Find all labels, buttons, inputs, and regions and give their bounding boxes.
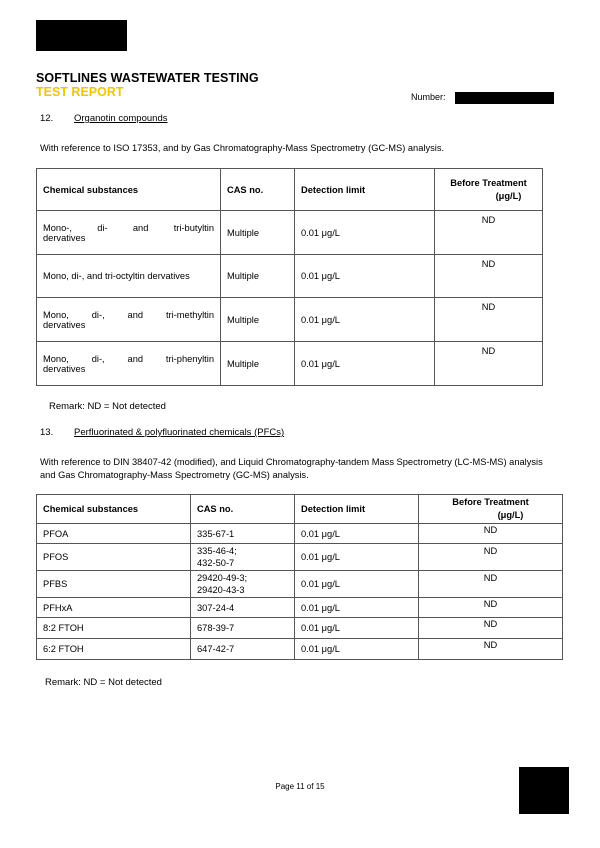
cell-substance: Mono, di-, and tri-octyltin dervatives: [37, 255, 221, 298]
table-row: [37, 571, 563, 598]
header-unit: (μg/L): [495, 190, 522, 201]
cell-substance: PFHxA: [37, 598, 191, 618]
section-12-reference: With reference to ISO 17353, and by Gas Chromatography-Mass Spectrometry (GC-MS) analysis.: [40, 143, 445, 153]
cell-limit: 0.01 μg/L: [295, 544, 419, 571]
section-13-remark: Remark: ND = Not detected: [45, 677, 162, 688]
cell-cas: 307-24-4: [191, 598, 295, 618]
redacted-report-number: [455, 92, 554, 104]
header-unit: (μg/L): [497, 510, 524, 520]
cell-substance: PFOS: [37, 544, 191, 571]
cell-cas: 335-46-4; 432-50-7: [191, 544, 295, 571]
cell-limit: 0.01 μg/L: [295, 571, 419, 598]
cell-substance: [37, 342, 221, 386]
table-row: [37, 211, 543, 255]
cell-result: ND: [419, 524, 563, 544]
cell-limit: 0.01 μg/L: [295, 598, 419, 618]
table-row: [37, 298, 543, 342]
header-detection-limit: Detection limit: [295, 169, 435, 211]
pfc-table: [36, 494, 563, 660]
table-row: [37, 639, 563, 660]
cell-cas: Multiple: [221, 211, 295, 255]
header-before-treatment-label: Before Treatment: [452, 497, 529, 507]
section-12-heading: [40, 113, 167, 124]
report-title: SOFTLINES WASTEWATER TESTING: [36, 71, 259, 85]
cell-limit: 0.01 μg/L: [295, 255, 435, 298]
report-number-label: Number:: [411, 92, 446, 102]
header-chemical-substances: Chemical substances: [37, 495, 191, 524]
organotin-table: [36, 168, 543, 386]
substance-line-1: Mono, di-, and tri-methyltin: [43, 309, 214, 320]
section-13-reference: With reference to DIN 38407-42 (modified), and Liquid Chromatography-tandem Mass Spectrometry (LC-MS-MS) analysis and Gas Chromatography-Mass Spectrometry (GC-MS) analysis.: [40, 457, 543, 480]
cell-limit: 0.01 μg/L: [295, 618, 419, 639]
cell-substance: [37, 211, 221, 255]
redacted-stamp: [519, 767, 569, 814]
cell-result: ND: [419, 639, 563, 660]
cell-substance: [37, 298, 221, 342]
substance-line-2: dervatives: [43, 232, 86, 243]
section-number: 12.: [40, 113, 54, 124]
cell-result: ND: [419, 544, 563, 571]
header-detection-limit: Detection limit: [295, 495, 419, 524]
table-row: [37, 544, 563, 571]
cell-cas: 647-42-7: [191, 639, 295, 660]
table-row: [37, 342, 543, 386]
header-cas-no: CAS no.: [221, 169, 295, 211]
cell-limit: 0.01 μg/L: [295, 524, 419, 544]
page-number: Page 11 of 15: [275, 782, 325, 791]
header-before-treatment-label: Before Treatment: [450, 177, 527, 188]
substance-line-1: Mono, di-, and tri-phenyltin: [43, 353, 214, 364]
cell-result: ND: [435, 211, 543, 255]
cell-result: ND: [419, 571, 563, 598]
cell-substance: 8:2 FTOH: [37, 618, 191, 639]
header-cas-no: CAS no.: [191, 495, 295, 524]
cell-limit: 0.01 μg/L: [295, 639, 419, 660]
cell-result: ND: [419, 618, 563, 639]
cell-cas: Multiple: [221, 298, 295, 342]
header-before-treatment: [419, 495, 563, 524]
section-number: 13.: [40, 427, 54, 438]
table-row: [37, 255, 543, 298]
section-title: Perfluorinated & polyfluorinated chemicals (PFCs): [74, 427, 285, 438]
cell-limit: 0.01 μg/L: [295, 342, 435, 386]
section-13-heading: [40, 427, 284, 438]
cell-result: ND: [419, 598, 563, 618]
table-row: [37, 524, 563, 544]
cell-result: ND: [435, 255, 543, 298]
cell-substance: 6:2 FTOH: [37, 639, 191, 660]
table-header-row: [37, 169, 543, 211]
table-row: [37, 598, 563, 618]
cell-cas: 29420-49-3; 29420-43-3: [191, 571, 295, 598]
header-chemical-substances: Chemical substances: [37, 169, 221, 211]
substance-line-1: Mono-, di- and tri-butyltin: [43, 222, 214, 233]
cell-cas: 335-67-1: [191, 524, 295, 544]
cell-substance: PFOA: [37, 524, 191, 544]
substance-line-2: dervatives: [43, 363, 86, 374]
cell-result: ND: [435, 342, 543, 386]
table-row: [37, 618, 563, 639]
cell-limit: 0.01 μg/L: [295, 211, 435, 255]
cell-cas: Multiple: [221, 342, 295, 386]
cell-result: ND: [435, 298, 543, 342]
cell-cas: 678-39-7: [191, 618, 295, 639]
section-12-remark: Remark: ND = Not detected: [49, 401, 166, 412]
redacted-logo: [36, 20, 127, 51]
table-header-row: [37, 495, 563, 524]
report-subtitle: TEST REPORT: [36, 85, 124, 99]
header-before-treatment: [435, 169, 543, 211]
section-title: Organotin compounds: [74, 113, 168, 124]
cell-limit: 0.01 μg/L: [295, 298, 435, 342]
cell-substance: PFBS: [37, 571, 191, 598]
cell-cas: Multiple: [221, 255, 295, 298]
substance-line-2: dervatives: [43, 319, 86, 330]
